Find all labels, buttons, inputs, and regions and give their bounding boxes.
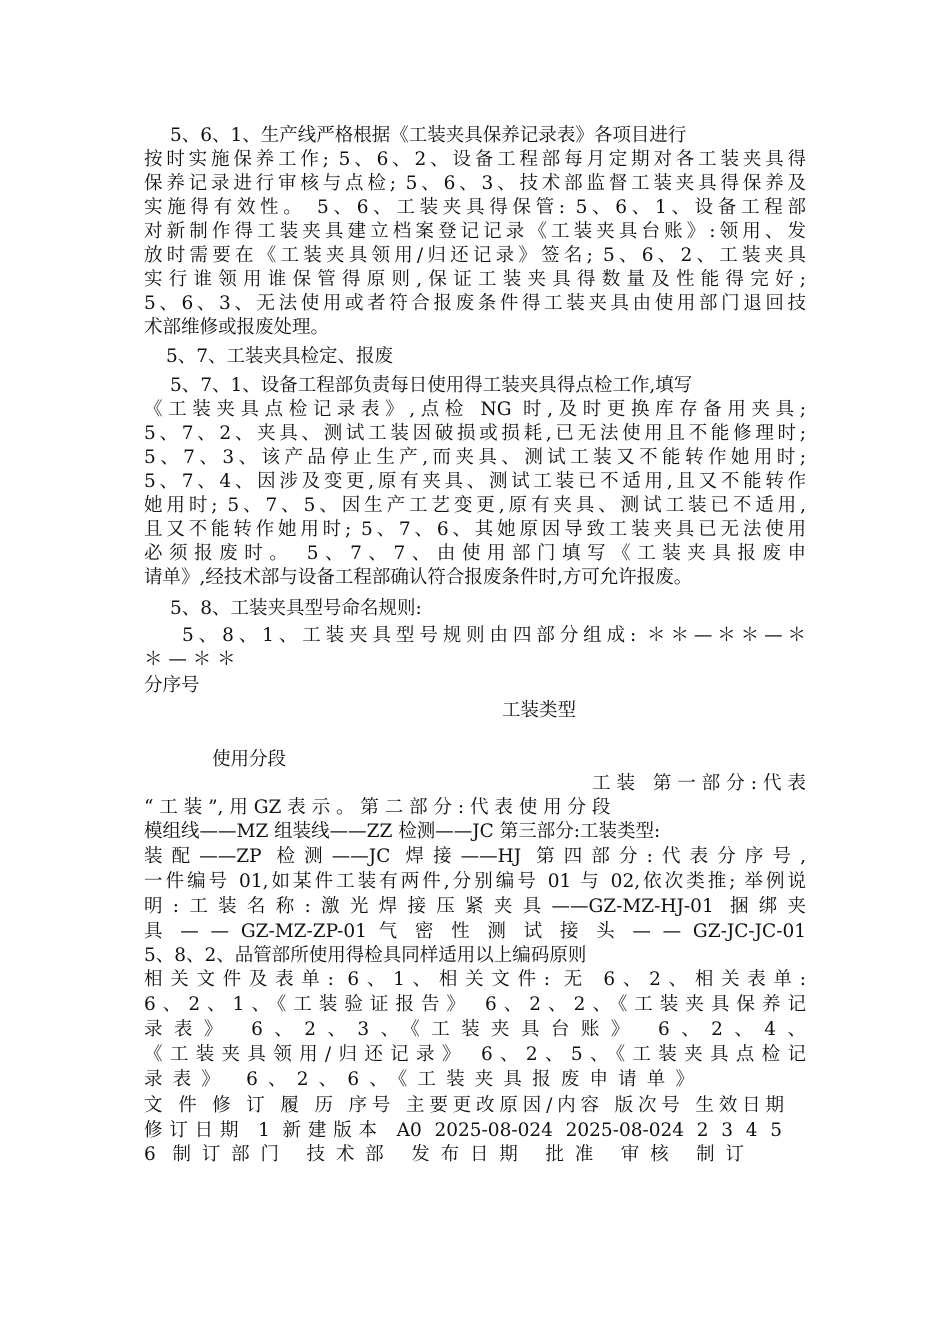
- text-line: 录表》 6、2、6、《工装夹具报废申请单》: [144, 1069, 694, 1090]
- text-line: 5、8、1、工装夹具型号规则由四部分组成: ＊＊—＊＊—＊: [182, 625, 806, 646]
- text-line: 请单》,经技术部与设备工程部确认符合报废条件时,方可允许报废。: [144, 567, 693, 588]
- text-line: 必须报废时。 5、7、7、由使用部门填写《工装夹具报废申: [144, 543, 806, 564]
- text-line: 5、7、4、因涉及变更,原有夹具、测试工装已不适用,且又不能转作: [144, 471, 806, 492]
- text-line: 6、2、1、《工装验证报告》 6、2、2、《工装夹具保养记: [144, 994, 806, 1015]
- section-heading: 5、8、工装夹具型号命名规则:: [170, 598, 422, 619]
- text-line: 一件编号 01,如某件工装有两件,分别编号 01 与 02,依次类推; 举例说: [144, 871, 806, 892]
- text-line: 实施得有效性。 5、6、工装夹具得保管: 5、6、1、设备工程部: [144, 197, 806, 218]
- text-line: 5、6、1、生产线严格根据《工装夹具保养记录表》各项目进行: [170, 125, 687, 146]
- text-line: 5、7、1、设备工程部负责每日使用得工装夹具得点检工作,填写: [170, 375, 693, 396]
- text-line: 5、7、3、该产品停止生产,而夹具、测试工装又不能转作她用时;: [144, 447, 806, 468]
- section-heading: 5、7、工装夹具检定、报废: [166, 346, 394, 367]
- diagram-label: 工装类型: [502, 700, 577, 721]
- text-line: ＊ — ＊ ＊: [144, 649, 236, 670]
- text-line: 5、6、3、无法使用或者符合报废条件得工装夹具由使用部门退回技: [144, 293, 806, 314]
- text-line: 按时实施保养工作; 5、6、2、设备工程部每月定期对各工装夹具得: [144, 149, 806, 170]
- text-line: 实行谁领用谁保管得原则,保证工装夹具得数量及性能得完好;: [144, 269, 806, 290]
- text-line: 模组线——MZ 组装线——ZZ 检测——JC 第三部分:工装类型:: [144, 821, 661, 842]
- text-line: “ 工 装 ”, 用 GZ 表 示 。 第 二 部 分 : 代 表 使 用 分 段: [144, 797, 611, 818]
- text-line: 放时需要在《工装夹具领用/归还记录》签名; 5、6、2、工装夹具: [144, 245, 806, 266]
- revision-history-line: 修订日期 1 新建版本 A0 2025-08-024 2025-08-024 2 3 4 5: [144, 1120, 782, 1141]
- text-line: 对新制作得工装夹具建立档案登记记录《工装夹具台账》:领用、发: [144, 221, 806, 242]
- text-line: 具 — — GZ-MZ-ZP-01 气 密 性 测 试 接 头 — — GZ-JC-JC-01: [144, 921, 806, 942]
- diagram-label: 使用分段: [212, 749, 287, 770]
- text-line: 录表》 6、2、3、《工装夹具台账》 6、2、4、: [144, 1019, 806, 1040]
- text-line: 保养记录进行审核与点检; 5、6、3、技术部监督工装夹具得保养及: [144, 173, 806, 194]
- text-line: 相关文件及表单: 6、1、相关文件: 无 6、2、相关表单:: [144, 969, 806, 990]
- text-line: 且又不能转作她用时; 5、7、6、其她原因导致工装夹具已无法使用: [144, 519, 806, 540]
- text-line: 《工装夹具点检记录表》,点检 NG 时,及时更换库存备用夹具;: [144, 399, 806, 420]
- text-line: 《工装夹具领用/归还记录》 6、2、5、《工装夹具点检记: [144, 1044, 806, 1065]
- text-line: 5、8、2、品管部所使用得检具同样适用以上编码原则: [144, 945, 587, 966]
- revision-history-line: 文 件 修 订 履 历 序号 主要更改原因/内容 版次号 生效日期: [144, 1095, 784, 1116]
- text-line: 术部维修或报废处理。: [144, 317, 330, 338]
- text-line: 5、7、2、夹具、测试工装因破损或损耗,已无法使用且不能修理时;: [144, 423, 806, 444]
- revision-history-line: 6 制订部门 技术部 发布日期 批准 审核 制订: [144, 1144, 744, 1165]
- text-line: 明:工装名称:激光焊接压紧夹具——GZ-MZ-HJ-01 捆绑夹: [144, 896, 806, 917]
- text-line: 工装 第一部分:代表: [592, 773, 806, 794]
- diagram-label: 分序号: [144, 675, 200, 696]
- text-line: 装配——ZP 检测——JC 焊接——HJ 第四部分:代表分序号,: [144, 846, 806, 867]
- text-line: 她用时; 5、7、5、因生产工艺变更,原有夹具、测试工装已不适用,: [144, 495, 806, 516]
